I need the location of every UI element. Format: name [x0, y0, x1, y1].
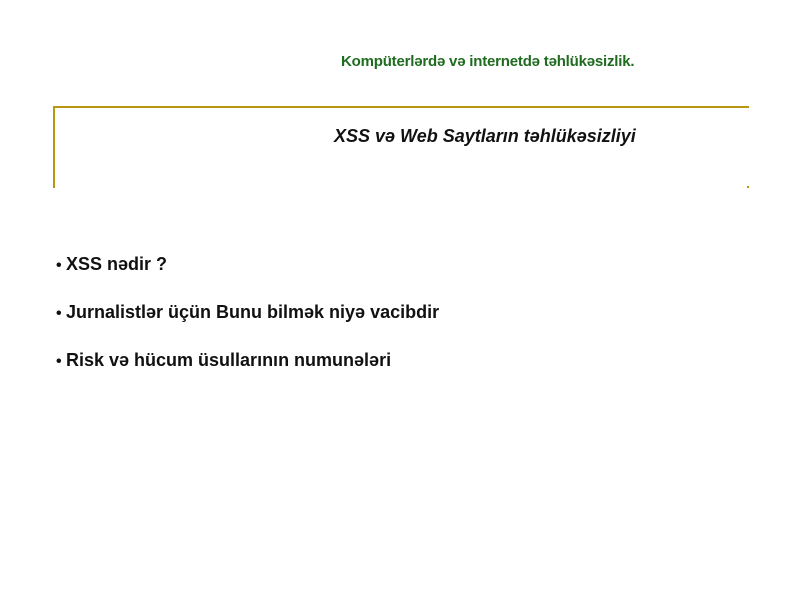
- bullet-icon: •: [56, 353, 62, 370]
- bullet-item: [56, 254, 439, 302]
- bullet-text: Risk vǝ hücum üsullarının numunǝlǝri: [66, 350, 392, 370]
- bullet-text: XSS nǝdir ?: [66, 254, 168, 274]
- bullet-list: [56, 254, 439, 398]
- bullet-item: [56, 302, 439, 350]
- bullet-icon: •: [56, 305, 62, 322]
- bullet-text: Jurnalistlǝr üçün Bunu bilmǝk niyǝ vacibdir: [66, 302, 440, 322]
- title-frame-corner-mark: [747, 186, 749, 188]
- bullet-icon: •: [56, 257, 62, 274]
- bullet-item: [56, 350, 439, 398]
- slide-header-text: Kompüterlǝrdǝ vǝ internetdǝ tǝhlükǝsizlik.: [341, 53, 635, 70]
- title-frame: [53, 106, 749, 188]
- slide-title: XSS vǝ Web Saytların tǝhlükǝsizliyi: [334, 126, 636, 146]
